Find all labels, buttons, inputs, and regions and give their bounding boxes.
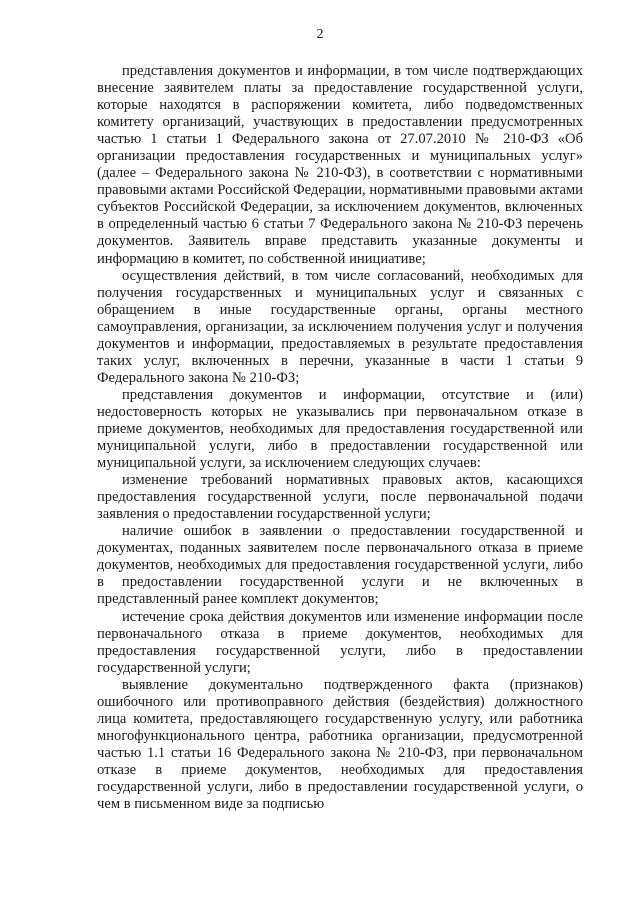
paragraph-actions-approvals: осуществления действий, в том числе согласований, необходимых для получения государственных и муниципальных услуг и связанных с обращением в иные государственные органы, органы местного самоуправления, организации, за исключением получения услуг и получения документов и информации, предоставляемых в результате предоставления таких услуг, включенных в перечни, указанные в части 1 статьи 9 Федерального закона № 210-ФЗ; bbox=[97, 267, 583, 386]
page-number: 2 bbox=[316, 27, 324, 42]
paragraph-document-expiry: истечение срока действия документов или изменение информации после первоначального отказа в приеме документов, необходимых для предоставления государственной услуги, либо в предоставлении государственной услуги; bbox=[97, 608, 583, 676]
paragraph-requirements-change: изменение требований нормативных правовых актов, касающихся предоставления государственной услуги, после первоначальной подачи заявления о предоставлении государственной услуги; bbox=[97, 472, 583, 523]
document-body bbox=[97, 63, 583, 813]
paragraph-erroneous-action: выявление документально подтвержденного факта (признаков) ошибочного или противоправного действия (бездействия) должностного лица комитета, предоставляющего государственную услугу, или работника многофункционального центра, работника организации, предусмотренной частью 1.1 статьи 16 Федерального закона № 210-ФЗ, при первоначальном отказе в приеме документов, необходимых для предоставления государственной услуги, либо в предоставлении государственной услуги, о чем в письменном виде за подписью bbox=[97, 676, 583, 813]
paragraph-application-errors: наличие ошибок в заявлении о предоставлении государственной и документах, поданных заявителем после первоначального отказа в приеме документов, необходимых для предоставления государственной услуги, либо в предоставлении государственной услуги и не включенных в представленный ранее комплект документов; bbox=[97, 523, 583, 608]
paragraph-document-request: представления документов и информации, в том числе подтверждающих внесение заявителем платы за предоставление государственной услуги, которые находятся в распоряжении комитета, либо подведомственных комитету организаций, участвующих в предоставлении предусмотренных частью 1 статьи 1 Федерального закона от 27.07.2010 № 210-ФЗ «Об организации предоставления государственных и муниципальных услуг» (далее – Федерального закона № 210-ФЗ), в соответствии с нормативными правовыми актами Российской Федерации, нормативными правовыми актами субъектов Российской Федерации, за исключением документов, включенных в определенный частью 6 статьи 7 Федерального закона № 210-ФЗ перечень документов. Заявитель вправе представить указанные документы и информацию в комитет, по собственной инициативе; bbox=[97, 63, 583, 267]
paragraph-missing-documents: представления документов и информации, отсутствие и (или) недостоверность которых не указывались при первоначальном отказе в приеме документов, необходимых для предоставления государственной или муниципальной услуги, либо в предоставлении государственной или муниципальной услуги, за исключением следующих случаев: bbox=[97, 386, 583, 472]
